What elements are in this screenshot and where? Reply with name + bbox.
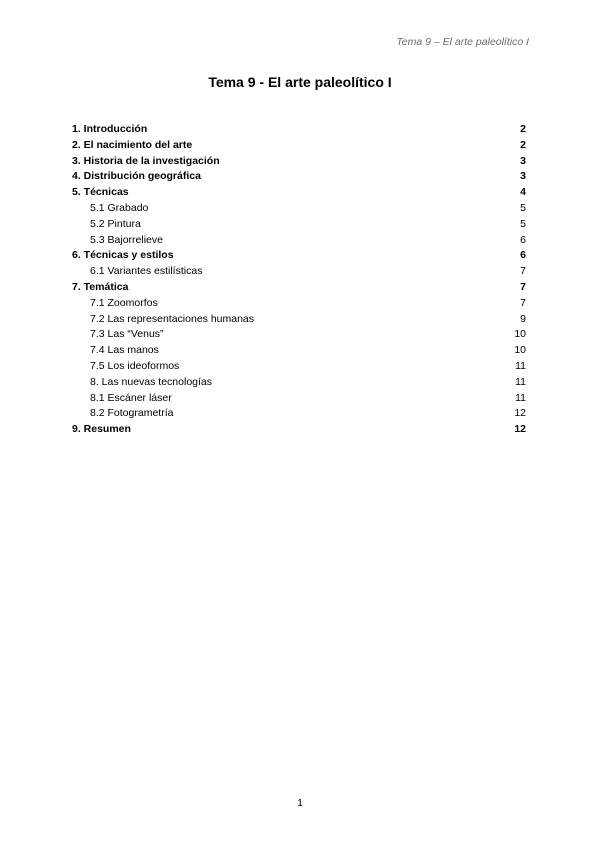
toc-entry-page: 11 xyxy=(515,375,526,388)
toc-entry[interactable] xyxy=(72,185,526,201)
toc-entry-label: 6. Técnicas y estilos xyxy=(72,249,174,262)
toc-entry-label: 8.2 Fotogrametría xyxy=(90,407,174,420)
toc-entry[interactable] xyxy=(72,264,526,280)
toc-entry[interactable] xyxy=(72,169,526,185)
toc-entry-label: 7.1 Zoomorfos xyxy=(90,296,158,309)
toc-entry-label: 4. Distribución geográfica xyxy=(72,170,201,183)
toc-entry[interactable] xyxy=(72,422,526,438)
toc-entry-label: 6.1 Variantes estilísticas xyxy=(90,265,203,278)
table-of-contents xyxy=(72,122,526,438)
toc-entry[interactable] xyxy=(72,154,526,170)
toc-entry[interactable] xyxy=(72,296,526,312)
toc-entry-page: 2 xyxy=(520,138,526,151)
toc-entry-page: 10 xyxy=(514,344,526,357)
toc-entry[interactable] xyxy=(72,327,526,343)
toc-entry-label: 5.2 Pintura xyxy=(90,217,141,230)
toc-entry-page: 7 xyxy=(520,265,526,278)
toc-entry[interactable] xyxy=(72,201,526,217)
toc-entry-label: 7.5 Los ideoformos xyxy=(90,359,180,372)
toc-entry-label: 5.1 Grabado xyxy=(90,201,149,214)
toc-entry[interactable] xyxy=(72,138,526,154)
toc-entry-label: 2. El nacimiento del arte xyxy=(72,138,193,151)
toc-entry-label: 5. Técnicas xyxy=(72,186,129,199)
toc-entry-page: 11 xyxy=(515,359,526,372)
toc-entry-page: 5 xyxy=(520,201,526,214)
toc-entry[interactable] xyxy=(72,375,526,391)
toc-entry-page: 3 xyxy=(520,170,526,183)
toc-entry-page: 11 xyxy=(515,391,526,404)
toc-entry-page: 3 xyxy=(520,154,526,167)
toc-entry[interactable] xyxy=(72,359,526,375)
toc-entry[interactable] xyxy=(72,312,526,328)
toc-entry[interactable] xyxy=(72,280,526,296)
page-title: Tema 9 - El arte paleolítico I xyxy=(208,74,392,90)
toc-entry-page: 7 xyxy=(520,296,526,309)
toc-entry-page: 12 xyxy=(514,407,526,420)
toc-entry-page: 2 xyxy=(520,123,526,135)
running-header: Tema 9 – El arte paleolítico I xyxy=(396,36,529,48)
toc-entry-page: 7 xyxy=(520,280,526,293)
toc-entry-label: 5.3 Bajorrelieve xyxy=(90,233,163,246)
toc-entry-label: 8.1 Escáner láser xyxy=(90,391,172,404)
toc-entry[interactable] xyxy=(72,217,526,233)
toc-entry-page: 5 xyxy=(520,217,526,230)
toc-entry[interactable] xyxy=(72,406,526,422)
toc-entry-page: 4 xyxy=(520,186,526,199)
toc-entry[interactable] xyxy=(72,343,526,359)
toc-entry-label: 7. Temática xyxy=(72,280,129,293)
toc-entry-page: 6 xyxy=(520,233,526,246)
toc-entry-page: 9 xyxy=(520,312,526,325)
toc-entry-page: 10 xyxy=(514,328,526,341)
toc-entry-page: 6 xyxy=(520,249,526,262)
toc-entry-label: 8. Las nuevas tecnologías xyxy=(90,375,213,388)
toc-entry-page: 12 xyxy=(514,423,526,436)
toc-entry[interactable] xyxy=(72,248,526,264)
toc-entry-label: 9. Resumen xyxy=(72,423,131,436)
page-number: 1 xyxy=(297,797,303,809)
toc-entry-label: 7.4 Las manos xyxy=(90,344,159,357)
toc-entry-label: 7.3 Las “Venus” xyxy=(90,328,164,341)
toc-entry[interactable] xyxy=(72,122,526,138)
toc-entry-label: 7.2 Las representaciones humanas xyxy=(90,312,255,325)
toc-entry[interactable] xyxy=(72,233,526,249)
toc-entry[interactable] xyxy=(72,391,526,407)
toc-entry-label: 3. Historia de la investigación xyxy=(72,154,220,167)
toc-entry-label: 1. Introducción xyxy=(72,123,148,135)
